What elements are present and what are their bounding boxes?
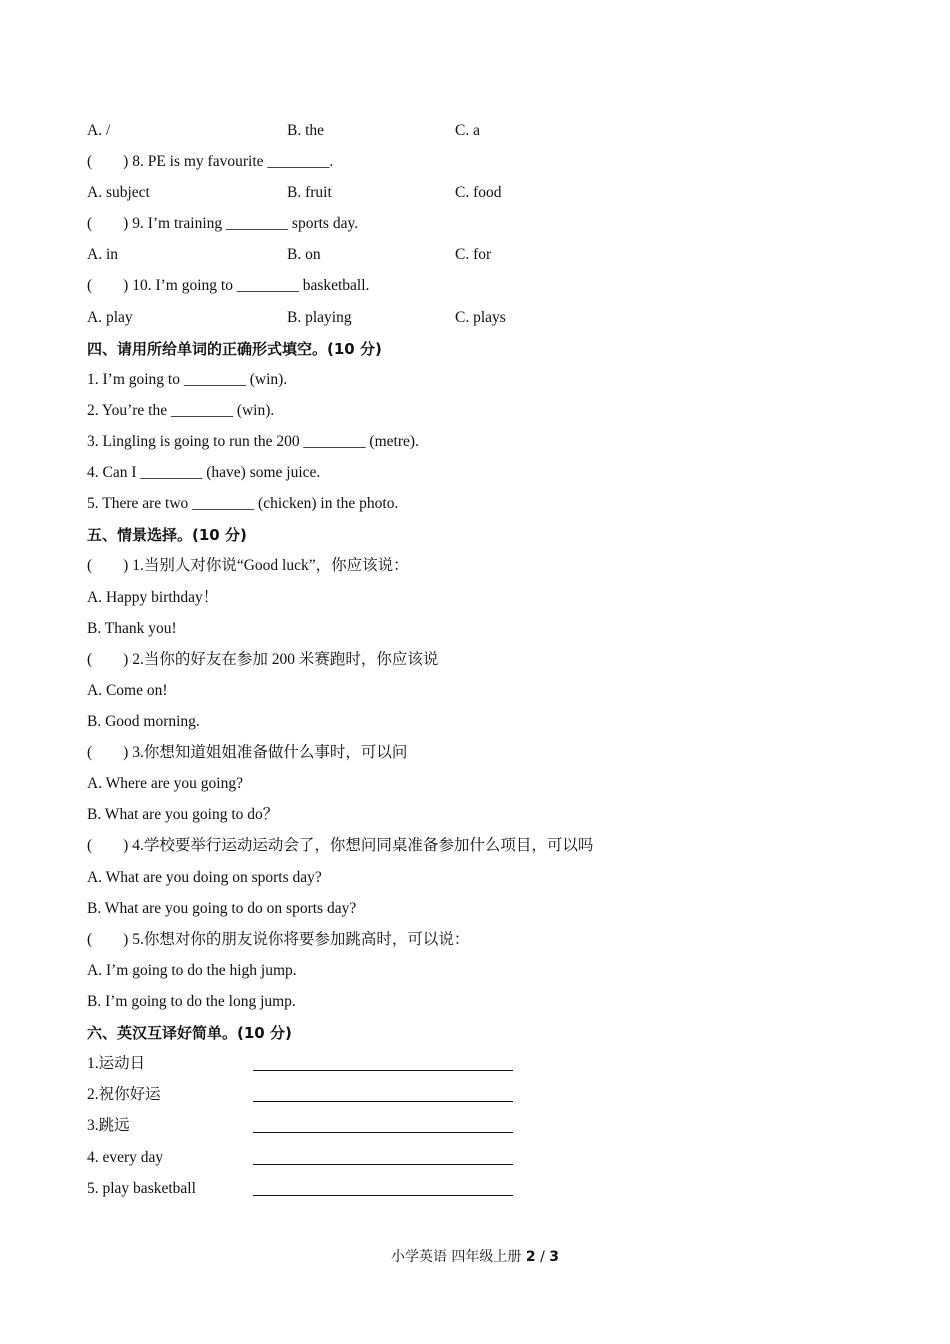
section5-option-a: A. What are you doing on sports day?: [87, 869, 322, 886]
page-footer: [0, 1246, 950, 1266]
section5-option-a: A. I’m going to do the high jump.: [87, 962, 297, 979]
section5-question-stem: ( ) 4.学校要举行运动运动会了，你想问同桌准备参加什么项目，可以吗: [87, 837, 594, 854]
section4-item: 3. Lingling is going to run the 200 ________ (metre).: [87, 433, 419, 450]
section4-item: 4. Can I ________ (have) some juice.: [87, 464, 321, 481]
translation-row: [87, 1178, 517, 1200]
translation-prompt: 4. every day: [87, 1149, 164, 1166]
page-total: 3: [549, 1249, 560, 1265]
translation-prompt: 3.跳远: [87, 1117, 130, 1134]
answer-line[interactable]: [253, 1101, 513, 1102]
section5-option-b: B. Thank you!: [87, 620, 177, 637]
q9-option-c: C. for: [455, 246, 492, 263]
q7-option-a: A. /: [87, 122, 111, 139]
translation-prompt: 2.祝你好运: [87, 1086, 161, 1103]
page-number: 2: [525, 1249, 536, 1265]
section4-item: 2. You’re the ________ (win).: [87, 402, 275, 419]
q9-option-b: B. on: [287, 246, 321, 263]
q10-stem: ( ) 10. I’m going to ________ basketball.: [87, 277, 370, 294]
section4-title: 四、请用所给单词的正确形式填空。(10 分): [87, 340, 382, 358]
section5-option-b: B. What are you going to do on sports day?: [87, 900, 357, 917]
section5-option-b: B. I’m going to do the long jump.: [87, 993, 296, 1010]
section5-option-a: A. Come on!: [87, 682, 168, 699]
footer-text: 小学英语 四年级上册: [390, 1249, 526, 1265]
section5-question-stem: ( ) 5.你想对你的朋友说你将要参加跳高时，可以说：: [87, 931, 470, 948]
q10-option-b: B. playing: [287, 309, 352, 326]
q10-option-a: A. play: [87, 309, 133, 326]
section5-option-b: B. Good morning.: [87, 713, 200, 730]
section6-title: 六、英汉互译好简单。(10 分): [87, 1024, 292, 1042]
translation-prompt: 1.运动日: [87, 1055, 146, 1072]
section5-question-stem: ( ) 1.当别人对你说“Good luck”，你应该说：: [87, 557, 409, 574]
q7-option-b: B. the: [287, 122, 325, 139]
answer-line[interactable]: [253, 1164, 513, 1165]
q7-options: [87, 120, 480, 142]
section4-item: 5. There are two ________ (chicken) in the photo.: [87, 495, 399, 512]
section4-item: 1. I’m going to ________ (win).: [87, 371, 288, 388]
section5-option-a: A. Where are you going?: [87, 775, 243, 792]
section5-option-a: A. Happy birthday！: [87, 589, 219, 606]
page-separator: /: [535, 1249, 550, 1265]
q8-option-b: B. fruit: [287, 184, 332, 201]
answer-line[interactable]: [253, 1070, 513, 1071]
translation-row: [87, 1084, 517, 1106]
q8-option-a: A. subject: [87, 184, 150, 201]
section5-title: 五、情景选择。(10 分): [87, 526, 247, 544]
q10-options: [87, 307, 506, 329]
q9-options: [87, 244, 492, 266]
q8-stem: ( ) 8. PE is my favourite ________.: [87, 153, 334, 170]
translation-row: [87, 1053, 517, 1075]
section5-question-stem: ( ) 3.你想知道姐姐准备做什么事时，可以问: [87, 744, 408, 761]
translation-row: [87, 1147, 517, 1169]
answer-line[interactable]: [253, 1195, 513, 1196]
q8-option-c: C. food: [455, 184, 502, 201]
q8-options: [87, 182, 502, 204]
q7-option-c: C. a: [455, 122, 480, 139]
q9-option-a: A. in: [87, 246, 118, 263]
translation-row: [87, 1115, 517, 1137]
section5-question-stem: ( ) 2.当你的好友在参加 200 米赛跑时，你应该说: [87, 651, 439, 668]
q9-stem: ( ) 9. I’m training ________ sports day.: [87, 215, 359, 232]
section5-option-b: B. What are you going to do？: [87, 806, 279, 823]
q10-option-c: C. plays: [455, 309, 506, 326]
translation-prompt: 5. play basketball: [87, 1180, 196, 1197]
answer-line[interactable]: [253, 1132, 513, 1133]
